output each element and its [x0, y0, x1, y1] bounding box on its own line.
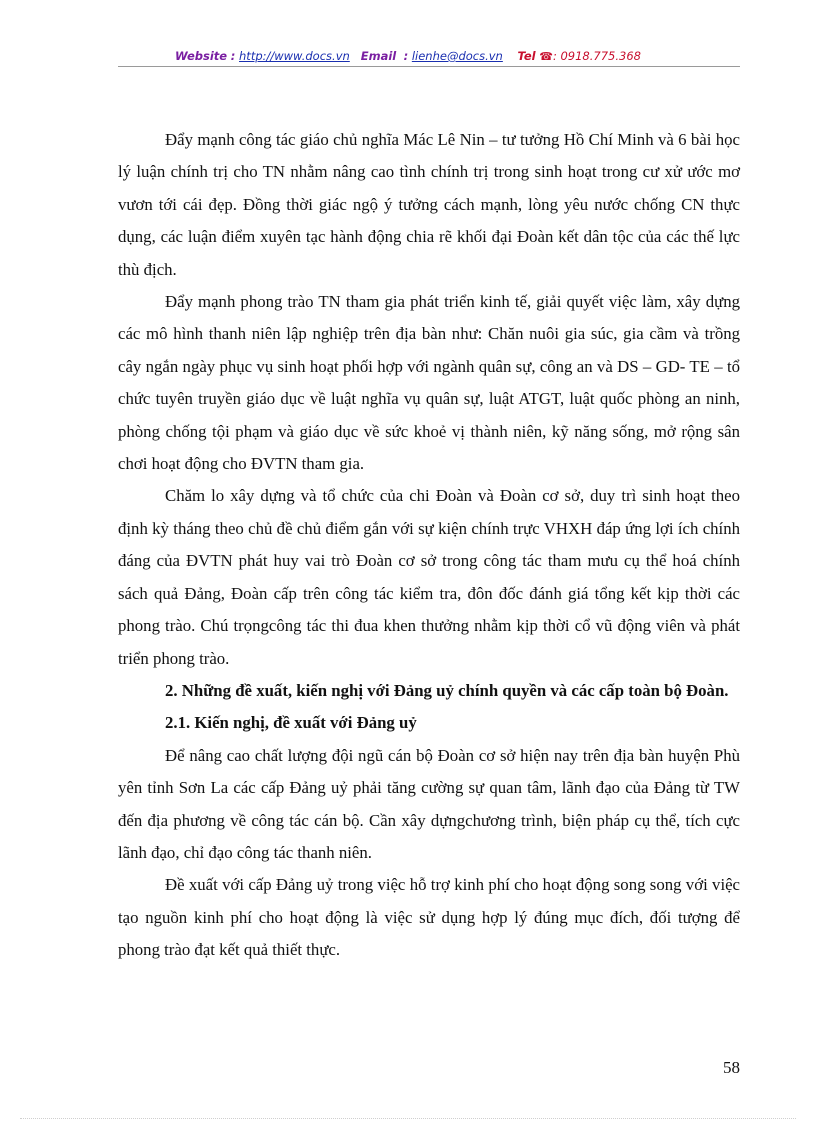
- email-link[interactable]: lienhe@docs.vn: [411, 49, 503, 63]
- website-label: Website: [175, 49, 228, 63]
- document-body: [118, 124, 740, 967]
- paragraph-4: Để nâng cao chất lượng đội ngũ cán bộ Đoàn cơ sở hiện nay trên địa bàn huyện Phù yên tỉnh Sơn La các cấp Đảng uỷ phải tăng cường sự quan tâm, lãnh đạo của Đảng từ TW đến địa phương về công tác cán bộ. Cần xây dựngchương trình, biện pháp cụ thể, tích cực lãnh đạo, chỉ đạo công tác thanh niên.: [118, 745, 740, 862]
- paragraph-5: Đề xuất với cấp Đảng uỷ trong việc hỗ trợ kinh phí cho hoạt động song song với việc tạo nguồn kinh phí cho hoạt động là việc sử dụng hợp lý đúng mục đích, đối tượng để phong trào đạt kết quả thiết thực.: [118, 875, 740, 960]
- website-separator: :: [230, 49, 236, 63]
- email-separator: :: [403, 49, 409, 63]
- tel-label: Tel: [517, 49, 536, 63]
- tel-value: : 0918.775.368: [552, 49, 641, 63]
- website-link[interactable]: http://www.docs.vn: [239, 49, 350, 63]
- paragraph-2: Đẩy mạnh phong trào TN tham gia phát triển kinh tế, giải quyết việc làm, xây dựng các mô hình thanh niên lập nghiệp trên địa bàn như: Chăn nuôi gia súc, gia cầm và trồng cây ngắn ngày phục vụ sinh hoạt phối hợp với ngành quân sự, công an và DS – GD- TE – tổ chức tuyên truyền giáo dục về luật nghĩa vụ quân sự, luật ATGT, luật quốc phòng an ninh, phòng chống tội phạm và giáo dục về sức khoẻ vị thành niên, kỹ năng sống, mở rộng sân chơi hoạt động cho ĐVTN tham gia.: [118, 292, 740, 474]
- page-number: 58: [723, 1058, 740, 1077]
- paragraph-1: Đẩy mạnh công tác giáo chủ nghĩa Mác Lê Nin – tư tưởng Hồ Chí Minh và 6 bài học lý luận chính trị cho TN nhằm nâng cao tình chính trị trong sinh hoạt trong cư xử ước mơ vươn tới cái đẹp. Đồng thời giác ngộ ý tưởng cách mạnh, lòng yêu nước chống CN thực dụng, các luận điểm xuyên tạc hành động chia rẽ khối đại Đoàn kết dân tộc của các thế lực thù địch.: [118, 130, 740, 279]
- header-divider: [118, 66, 740, 67]
- footer-divider: [20, 1118, 796, 1119]
- phone-icon: ☎: [539, 50, 553, 63]
- email-label: Email: [360, 49, 397, 63]
- page-header: [0, 48, 816, 65]
- paragraph-3: Chăm lo xây dựng và tổ chức của chi Đoàn và Đoàn cơ sở, duy trì sinh hoạt theo định kỳ tháng theo chủ đề chủ điểm gắn với sự kiện chính trực VHXH đáp ứng lợi ích chính đáng của ĐVTN phát huy vai trò Đoàn cơ sở trong công tác tham mưu cụ thể hoá chính sách quả Đảng, Đoàn cấp trên công tác kiểm tra, đôn đốc đánh giá tổng kết kịp thời các phong trào. Chú trọngcông tác thi đua khen thưởng nhằm kịp thời cổ vũ động viên và phát triển phong trào.: [118, 486, 740, 668]
- subsection-heading: 2.1. Kiến nghị, đề xuất với Đảng uỷ: [165, 713, 417, 733]
- section-heading: 2. Những đề xuất, kiến nghị với Đảng uỷ chính quyền và các cấp toàn bộ Đoàn.: [165, 680, 729, 700]
